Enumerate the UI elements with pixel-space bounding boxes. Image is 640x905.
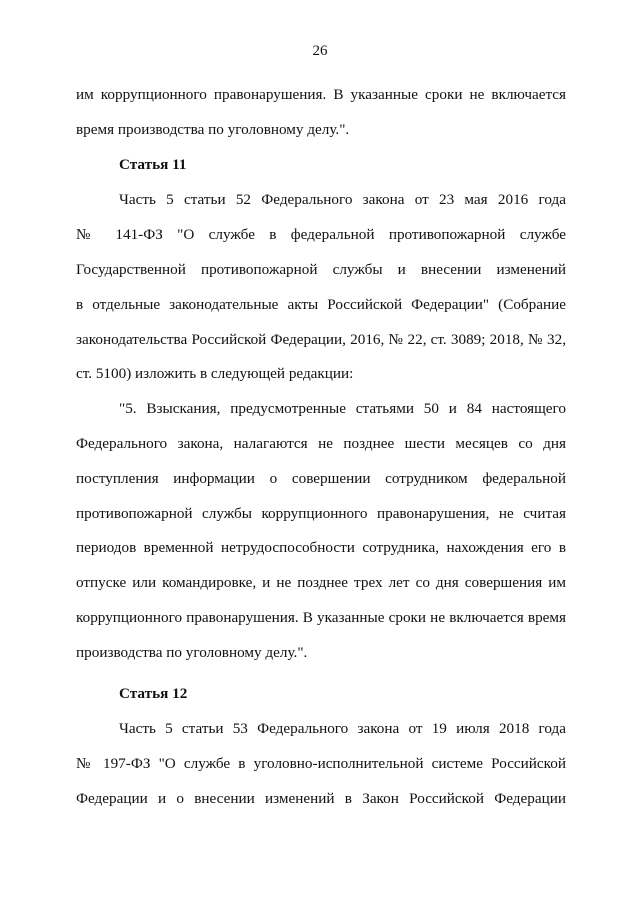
- page-number: 26: [312, 43, 328, 59]
- article-heading-11: Статья 11: [119, 155, 187, 173]
- paragraph-article-11-intro: [76, 183, 566, 392]
- text-line: отпуске или командировке, и не позднее трех лет со дня совершения им: [76, 574, 566, 592]
- text-line: поступления информации о совершении сотрудником федеральной: [76, 469, 566, 487]
- paragraph-article-11-wording: [76, 392, 566, 670]
- text-line: Федерального закона, налагаются не позднее шести месяцев со дня: [76, 434, 566, 452]
- text-line: "5. Взыскания, предусмотренные статьями 50 и 84 настоящего: [119, 400, 566, 418]
- text-line: периодов временной нетрудоспособности сотрудника, нахождения его в: [76, 539, 566, 557]
- article-heading-12: Статья 12: [119, 684, 188, 702]
- text-line: Федерации и о внесении изменений в Закон Российской Федерации: [76, 789, 566, 807]
- text-line: Часть 5 статьи 52 Федерального закона от 23 мая 2016 года: [119, 191, 566, 209]
- text-line: производства по уголовному делу.".: [76, 643, 308, 661]
- text-line: Государственной противопожарной службы и внесении изменений: [76, 260, 566, 278]
- text-line: коррупционного правонарушения. В указанные сроки не включается время: [76, 608, 566, 626]
- text-line: противопожарной службы коррупционного правонарушения, не считая: [76, 504, 566, 522]
- text-line: им коррупционного правонарушения. В указанные сроки не включается: [76, 86, 566, 103]
- paragraph-article-12-intro: [76, 712, 566, 816]
- text-line: Часть 5 статьи 53 Федерального закона от 19 июля 2018 года: [119, 720, 566, 738]
- text-line: в отдельные законодательные акты Российской Федерации" (Собрание: [76, 295, 566, 313]
- text-line: № 197-ФЗ "О службе в уголовно-исполнительной системе Российской: [76, 755, 566, 773]
- document-body: [76, 78, 566, 817]
- text-line: № 141-ФЗ "О службе в федеральной противопожарной службе: [76, 226, 566, 244]
- text-line: время производства по уголовному делу.".: [76, 120, 350, 138]
- paragraph-continuation: [76, 78, 566, 148]
- text-line: законодательства Российской Федерации, 2016, № 22, ст. 3089; 2018, № 32,: [76, 330, 566, 348]
- text-line: ст. 5100) изложить в следующей редакции:: [76, 365, 354, 383]
